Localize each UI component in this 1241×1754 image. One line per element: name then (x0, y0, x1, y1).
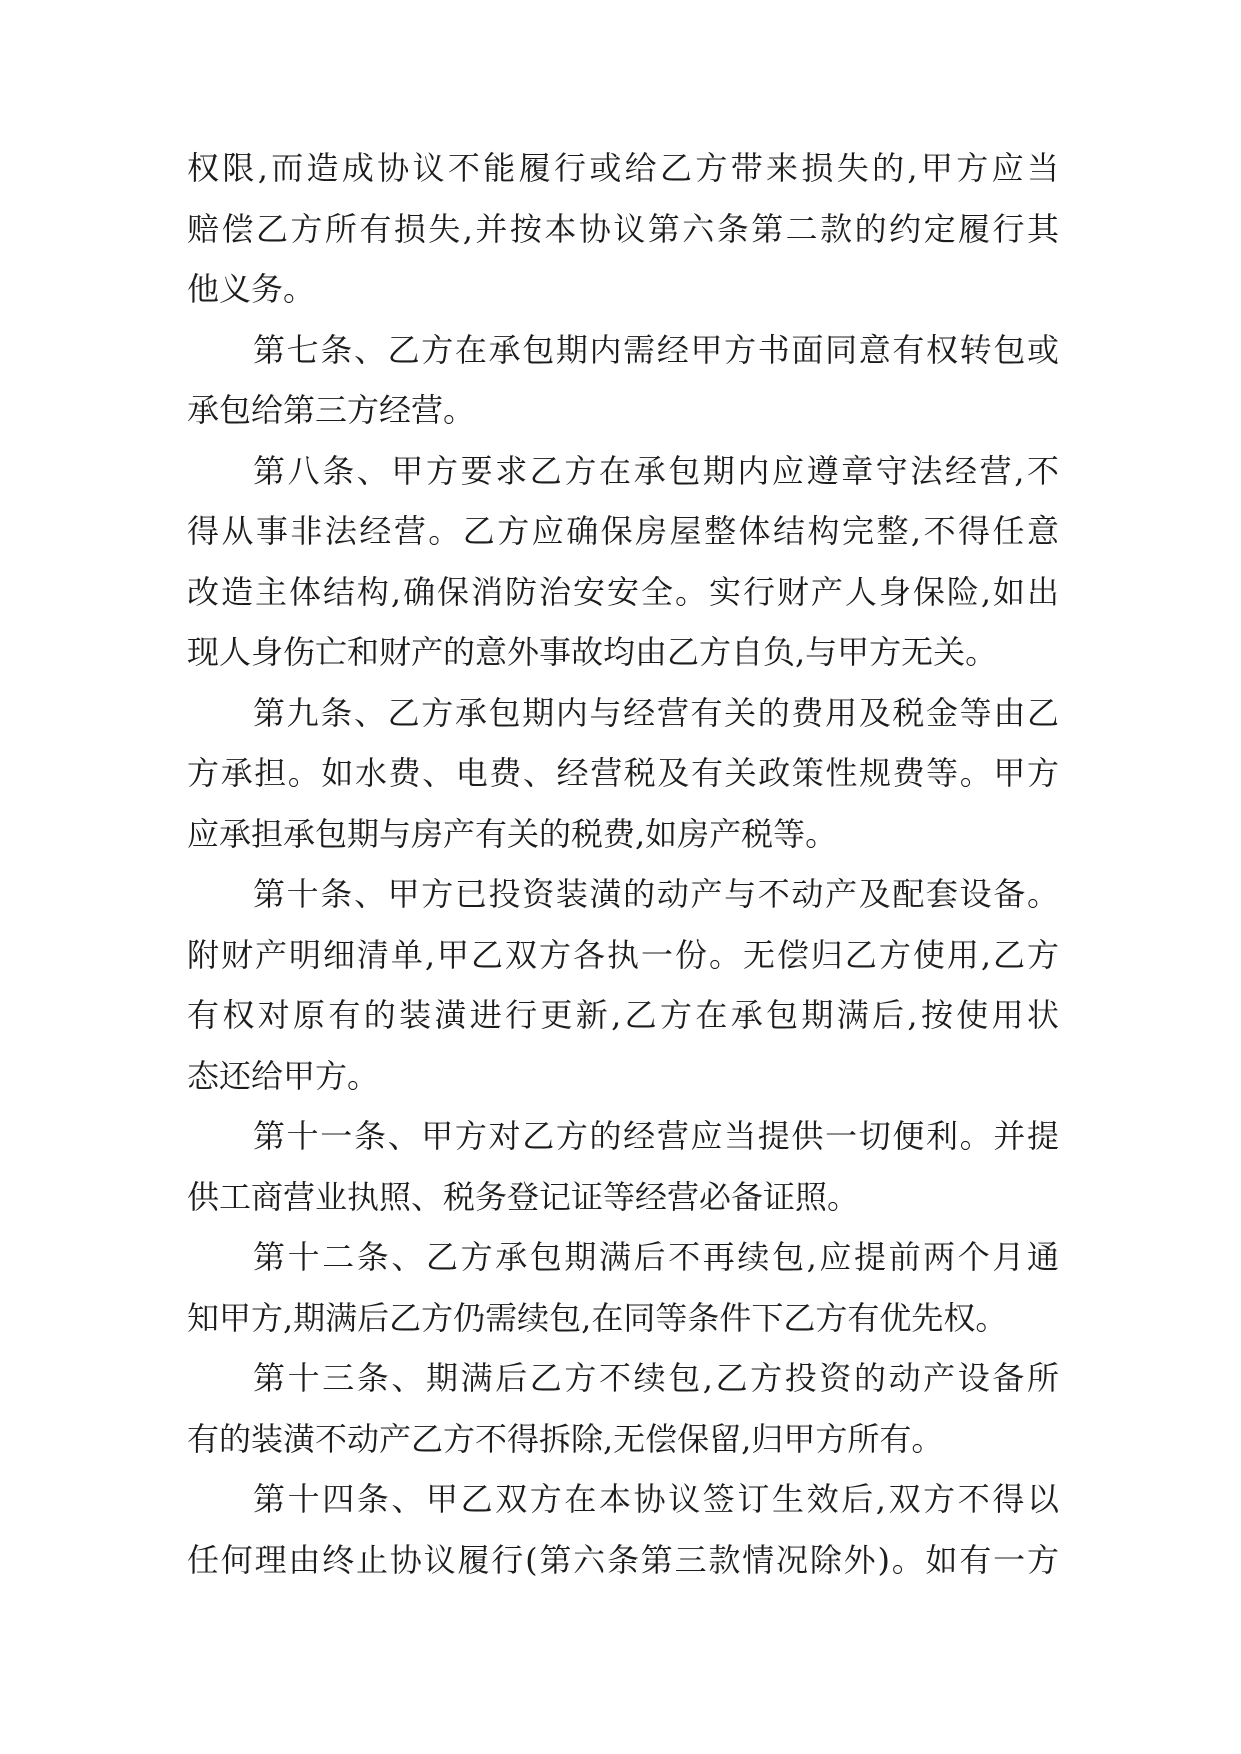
text-line: 任何理由终止协议履行(第六条第三款情况除外)。如有一方 (187, 1540, 1059, 1579)
text-line: 附财产明细清单,甲乙双方各执一份。无偿归乙方使用,乙方 (187, 935, 1059, 974)
text-line: 承包给第三方经营。 (187, 391, 476, 429)
clause-9-line: 第九条、乙方承包期内与经营有关的费用及税金等由乙 (253, 693, 1059, 732)
clause-7-line: 第七条、乙方在承包期内需经甲方书面同意有权转包或 (253, 330, 1059, 369)
text-line: 态还给甲方。 (187, 1056, 380, 1095)
text-line: 应承担承包期与房产有关的税费,如房产税等。 (187, 814, 838, 853)
text-line: 供工商营业执照、税务登记证等经营必备证照。 (187, 1177, 860, 1216)
text-line: 赔偿乙方所有损失,并按本协议第六条第二款的约定履行其 (187, 209, 1059, 248)
text-line: 现人身伤亡和财产的意外事故均由乙方自负,与甲方无关。 (187, 633, 998, 671)
clause-13-line: 第十三条、期满后乙方不续包,乙方投资的动产设备所 (253, 1359, 1059, 1397)
text-line: 方承担。如水费、电费、经营税及有关政策性规费等。甲方 (187, 754, 1059, 792)
clause-12-line: 第十二条、乙方承包期满后不再续包,应提前两个月通 (253, 1238, 1059, 1276)
text-line: 权限,而造成协议不能履行或给乙方带来损失的,甲方应当 (187, 149, 1059, 187)
contract-body (187, 138, 1059, 1590)
text-line: 改造主体结构,确保消防治安安全。实行财产人身保险,如出 (187, 572, 1059, 611)
text-line: 得从事非法经营。乙方应确保房屋整体结构完整,不得任意 (187, 512, 1059, 550)
text-line: 他义务。 (187, 270, 316, 308)
text-line: 知甲方,期满后乙方仍需续包,在同等条件下乙方有优先权。 (187, 1298, 1008, 1337)
text-line: 有权对原有的装潢进行更新,乙方在承包期满后,按使用状 (187, 996, 1059, 1034)
clause-11-line: 第十一条、甲方对乙方的经营应当提供一切便利。并提 (253, 1117, 1059, 1155)
text-line: 有的装潢不动产乙方不得拆除,无偿保留,归甲方所有。 (187, 1419, 944, 1458)
clause-14-line: 第十四条、甲乙双方在本协议签订生效后,双方不得以 (253, 1480, 1059, 1518)
clause-10-line: 第十条、甲方已投资装潢的动产与不动产及配套设备。 (253, 875, 1059, 913)
clause-8-line: 第八条、甲方要求乙方在承包期内应遵章守法经营,不 (253, 451, 1059, 490)
